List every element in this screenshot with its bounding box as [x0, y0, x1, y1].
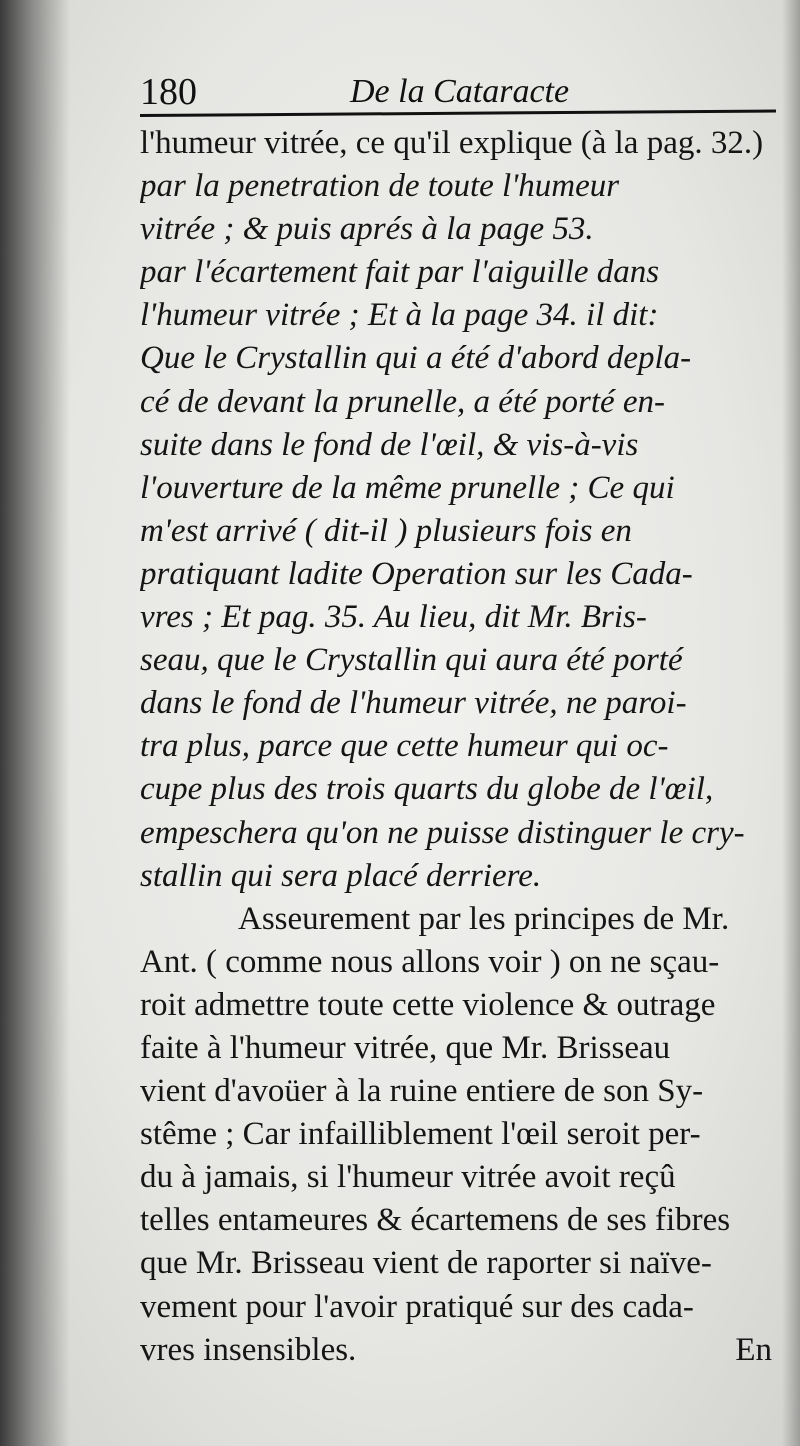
text-line: dans le fond de l'humeur vitrée, ne paroi- — [140, 685, 687, 722]
text-line: faite à l'humeur vitrée, que Mr. Brisseau — [140, 1029, 671, 1066]
text-line: vres insensibles. — [140, 1331, 357, 1368]
page-number: 180 — [140, 71, 197, 113]
text-line: Que le Crystallin qui a été d'abord depla- — [140, 340, 692, 377]
text-line: vres ; Et pag. 35. Au lieu, dit Mr. Bris- — [140, 599, 647, 636]
text-line: par l'écartement fait par l'aiguille dans — [140, 254, 660, 291]
text-line: roit admettre toute cette violence & outrage — [140, 986, 716, 1023]
text-line: pratiquant ladite Operation sur les Cada- — [140, 555, 693, 592]
text-line: seau, que le Crystallin qui aura été porté — [140, 642, 683, 679]
text-line: l'ouverture de la même prunelle ; Ce qui — [140, 469, 675, 506]
text-line: m'est arrivé ( dit-il ) plusieurs fois en — [140, 512, 632, 549]
text-line: vient d'avoüer à la ruine entiere de son Sy- — [140, 1073, 704, 1110]
catchword: En — [735, 1331, 772, 1368]
text-line: suite dans le fond de l'œil, & vis-à-vis — [140, 426, 639, 463]
text-line: cupe plus des trois quarts du globe de l'œil, — [140, 771, 714, 808]
text-line: l'humeur vitrée, ce qu'il explique (à la pag. 32.) — [140, 125, 764, 161]
text-line: Ant. ( comme nous allons voir ) on ne sçau- — [140, 943, 720, 980]
text-line: que Mr. Brisseau vient de raporter si naïve- — [140, 1245, 712, 1282]
text-line: cé de devant la prunelle, a été porté en- — [140, 383, 666, 420]
text-line: tra plus, parce que cette humeur qui oc- — [140, 728, 669, 765]
text-line: l'humeur vitrée ; Et à la page 34. il dit: — [140, 297, 659, 334]
last-text-row — [140, 1329, 780, 1372]
text-line: stallin qui sera placé derriere. — [140, 857, 542, 894]
body-text — [140, 122, 780, 1372]
text-line: du à jamais, si l'humeur vitrée avoit reçû — [140, 1159, 676, 1196]
text-line: vitrée ; & puis aprés à la page 53. — [140, 211, 594, 248]
text-line: telles entameures & écartemens de ses fibres — [140, 1202, 731, 1239]
text-line: Asseurement par les principes de Mr. — [238, 900, 730, 937]
running-title: De la Cataracte — [350, 73, 570, 110]
text-line: par la penetration de toute l'humeur — [140, 168, 620, 205]
text-line: vement pour l'avoir pratiqué sur des cada- — [140, 1288, 694, 1325]
text-line: empeschera qu'on ne puisse distinguer le cry- — [140, 814, 745, 851]
page-header — [140, 70, 780, 114]
text-line: stême ; Car infailliblement l'œil seroit per- — [140, 1116, 701, 1153]
